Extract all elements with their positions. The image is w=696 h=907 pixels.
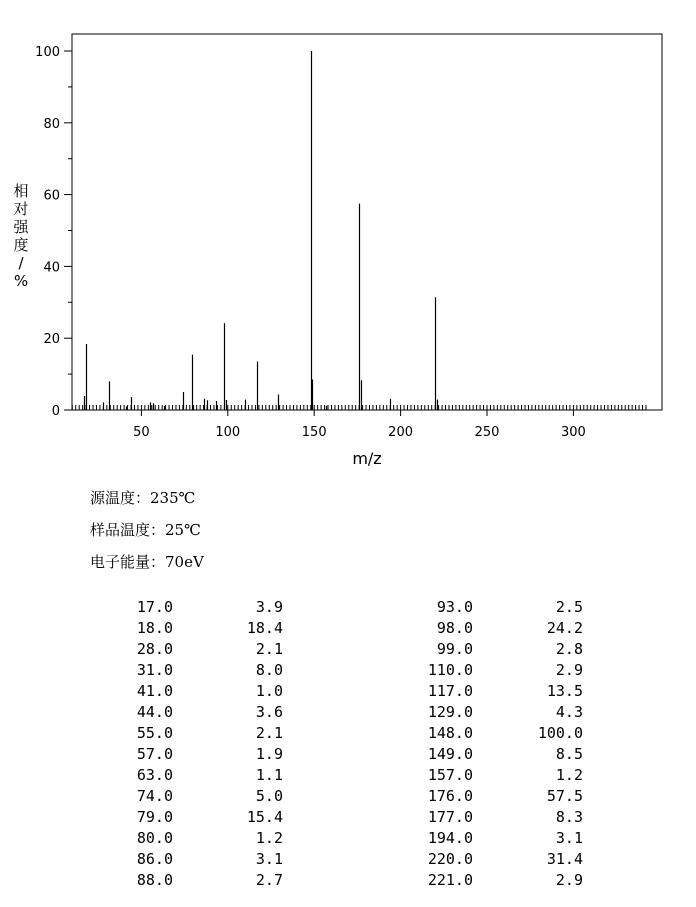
intensity-left: 5.0 — [255, 787, 283, 805]
table-row — [0, 598, 696, 619]
x-tick-label: 200 — [388, 425, 414, 440]
intensity-left: 1.2 — [255, 829, 283, 847]
table-row — [0, 808, 696, 829]
mz-right: 117.0 — [427, 682, 473, 700]
table-row — [0, 745, 696, 766]
mz-right: 93.0 — [436, 598, 473, 616]
table-row — [0, 850, 696, 871]
table-row — [0, 787, 696, 808]
table-row — [0, 766, 696, 787]
mz-left: 63.0 — [136, 766, 173, 784]
mz-right: 149.0 — [427, 745, 473, 763]
intensity-left: 2.7 — [255, 871, 283, 889]
x-axis-label: m/z — [352, 449, 382, 468]
spectrum-peaks — [85, 51, 438, 410]
intensity-right: 13.5 — [546, 682, 583, 700]
x-axis — [133, 410, 586, 440]
x-tick-label: 250 — [474, 425, 500, 440]
mz-left: 28.0 — [136, 640, 173, 658]
mz-left: 17.0 — [136, 598, 173, 616]
mz-right: 129.0 — [427, 703, 473, 721]
mz-left: 55.0 — [136, 724, 173, 742]
intensity-right: 57.5 — [546, 787, 583, 805]
x-tick-label: 50 — [133, 425, 150, 440]
source-temperature: 源温度：235℃ — [90, 489, 196, 507]
x-tick-label: 100 — [215, 425, 241, 440]
intensity-left: 8.0 — [255, 661, 283, 679]
mz-left: 86.0 — [136, 850, 173, 868]
intensity-left: 1.1 — [255, 766, 283, 784]
mz-left: 80.0 — [136, 829, 173, 847]
table-row — [0, 829, 696, 850]
intensity-right: 100.0 — [537, 724, 583, 742]
mz-left: 44.0 — [136, 703, 173, 721]
mz-left: 41.0 — [136, 682, 173, 700]
mz-right: 157.0 — [427, 766, 473, 784]
mz-right: 98.0 — [436, 619, 473, 637]
electron-energy: 电子能量：70eV — [90, 553, 204, 571]
intensity-left: 15.4 — [246, 808, 283, 826]
intensity-left: 2.1 — [255, 724, 283, 742]
intensity-left: 3.9 — [255, 598, 283, 616]
table-row — [0, 661, 696, 682]
y-tick-label: 40 — [43, 260, 60, 276]
mz-left: 79.0 — [136, 808, 173, 826]
intensity-right: 8.5 — [555, 745, 583, 763]
intensity-left: 3.1 — [255, 850, 283, 868]
mz-right: 148.0 — [427, 724, 473, 742]
intensity-right: 2.8 — [555, 640, 583, 658]
intensity-left: 1.0 — [255, 682, 283, 700]
intensity-left: 1.9 — [255, 745, 283, 763]
intensity-left: 3.6 — [255, 703, 283, 721]
table-row — [0, 682, 696, 703]
mz-right: 176.0 — [427, 787, 473, 805]
mz-right: 220.0 — [427, 850, 473, 868]
table-row — [0, 871, 696, 892]
mz-left: 88.0 — [136, 871, 173, 889]
y-tick-label: 80 — [43, 116, 60, 132]
intensity-right: 2.5 — [555, 598, 583, 616]
intensity-left: 2.1 — [255, 640, 283, 658]
y-tick-label: 100 — [35, 45, 60, 60]
table-row — [0, 724, 696, 745]
table-row — [0, 640, 696, 661]
intensity-right: 8.3 — [555, 808, 583, 826]
y-tick-label: 60 — [43, 188, 60, 204]
y-tick-label: 0 — [51, 404, 60, 419]
mz-left: 31.0 — [136, 661, 173, 679]
x-tick-label: 300 — [560, 425, 586, 440]
table-row — [0, 619, 696, 640]
mz-right: 110.0 — [427, 661, 473, 679]
mz-right: 194.0 — [427, 829, 473, 847]
table-row — [0, 703, 696, 724]
mz-left: 74.0 — [136, 787, 173, 805]
plot-frame — [72, 34, 662, 410]
intensity-right: 1.2 — [555, 766, 583, 784]
y-tick-label: 20 — [43, 332, 60, 348]
y-axis-label: 相 对 强 度 / % — [13, 182, 29, 290]
y-axis — [35, 45, 72, 419]
mz-right: 99.0 — [436, 640, 473, 658]
intensity-right: 4.3 — [555, 703, 583, 721]
mz-left: 18.0 — [136, 619, 173, 637]
intensity-left: 18.4 — [246, 619, 283, 637]
intensity-right: 31.4 — [546, 850, 583, 868]
intensity-right: 2.9 — [555, 871, 583, 889]
intensity-right: 2.9 — [555, 661, 583, 679]
mz-left: 57.0 — [136, 745, 173, 763]
mz-right: 177.0 — [427, 808, 473, 826]
mz-right: 221.0 — [427, 871, 473, 889]
intensity-right: 24.2 — [546, 619, 583, 637]
sample-temperature: 样品温度：25℃ — [90, 521, 201, 539]
intensity-right: 3.1 — [555, 829, 583, 847]
x-tick-label: 150 — [301, 425, 327, 440]
